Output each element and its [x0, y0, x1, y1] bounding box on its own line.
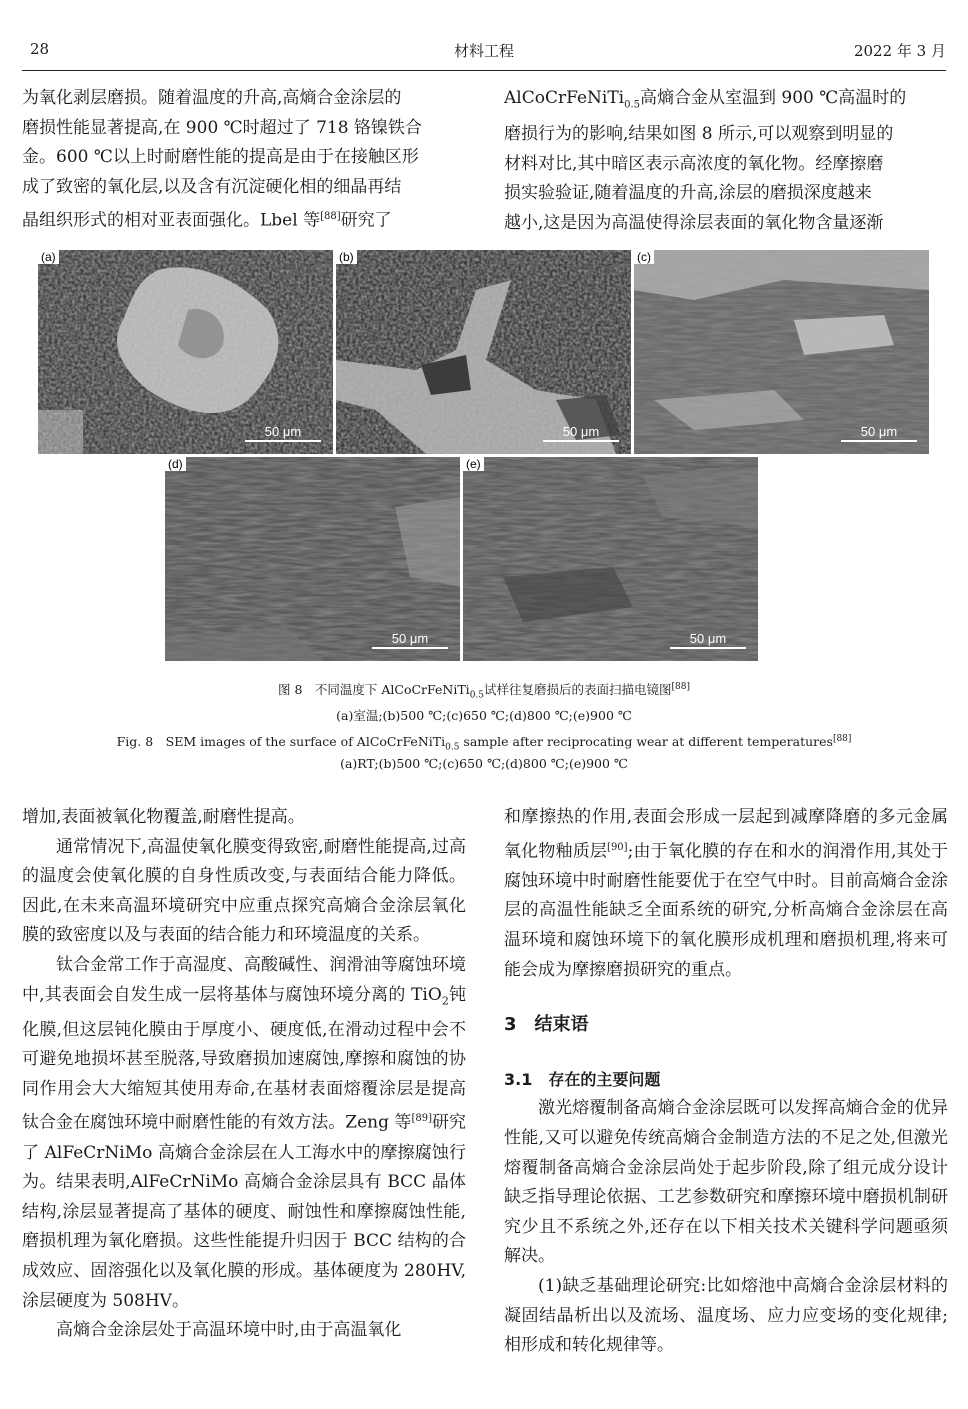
scale-bar-label: 50 μm: [391, 631, 429, 646]
scale-bar-line: [372, 647, 448, 649]
journal-name: 材料工程: [453, 42, 514, 60]
paragraph: 高熵合金涂层处于高温环境中时,由于高温氧化: [56, 1320, 402, 1341]
text-fragment: sample after reciprocating wear at different temperatures: [459, 734, 833, 749]
text-fragment: 和摩擦热的作用,表面会形成一层起到减摩降磨的多元金属氧化物釉质层: [504, 807, 948, 862]
scale-bar-label: 50 μm: [562, 424, 600, 439]
text-fragment: 钛合金常工作于高湿度、高酸碱性、润滑油等腐蚀环境中,其表面会自发生成一层将基体与腐蚀环境分离的 TiO: [22, 954, 466, 1005]
text-line: 材料对比,其中暗区表示高浓度的氧化物。经摩擦磨: [504, 153, 884, 174]
panel-label: (b): [336, 250, 357, 264]
top-left-column: [22, 84, 466, 237]
subscript: 0.5: [469, 690, 485, 701]
citation-ref: [90]: [607, 841, 628, 853]
sem-panel-b: [336, 250, 631, 454]
figure-subcaption-en: (a)RT;(b)500 ℃;(c)650 ℃;(d)800 ℃;(e)900 ℃: [340, 756, 628, 771]
subsection-heading: 3.1 存在的主要问题: [504, 1069, 661, 1089]
scale-bar: [245, 425, 321, 442]
body-left-column: [22, 803, 466, 1346]
subscript: 2: [441, 993, 449, 1007]
scale-bar-line: [245, 440, 321, 442]
text-fragment: 钝化膜,但这层钝化膜由于厚度小、硬度低,在滑动过程中会不可避免地损坏甚至脱落,导致磨损加速腐蚀,摩擦和腐蚀的协同作用会大大缩短其使用寿命,在基材表面熔覆涂层是提高钛合金在腐蚀环境中耐磨性能的有效方法。Zeng 等: [22, 984, 466, 1133]
body-right-column: [504, 803, 948, 1361]
figure-subcaption-cn: (a)室温;(b)500 ℃;(c)650 ℃;(d)800 ℃;(e)900 ℃: [336, 708, 632, 723]
text-fragment: 研究了 AlFeCrNiMo 高熵合金涂层在人工海水中的摩擦腐蚀行为。结果表明,AlFeCrNiMo 高熵合金涂层具有 BCC 晶体结构,涂层显著提高了基体的硬度、耐蚀性和摩擦腐蚀性能,磨损机理为氧化磨损。这些性能提升归因于 BCC 结构的合成效应、固溶强化以及氧化膜的形成。基体硬度为 280HV,涂层硬度为 508HV。: [22, 1112, 466, 1311]
text-line: 损实验验证,随着温度的升高,涂层的磨损深度越来: [504, 183, 872, 204]
text-fragment: AlCoCrFeNiTi: [504, 88, 625, 108]
paragraph: 增加,表面被氧化物覆盖,耐磨性提高。: [22, 807, 305, 827]
text-fragment: 研究了: [340, 211, 392, 232]
text-fragment: Fig. 8 SEM images of the surface of AlCoCrFeNiTi: [116, 734, 446, 749]
panel-label: (d): [165, 457, 186, 471]
scale-bar-line: [543, 440, 619, 442]
figure-caption-cn: [0, 680, 968, 701]
section-heading: 3 结束语: [504, 1014, 589, 1036]
figure-caption-en: [0, 732, 968, 753]
panel-label: (a): [38, 250, 59, 264]
text-line: [22, 202, 466, 236]
header-rule: [22, 70, 946, 71]
paragraph: 通常情况下,高温使氧化膜变得致密,耐磨性能提高,过高的温度会使氧化膜的自身性质改变,与表面结合能力降低。因此,在未来高温环境研究中应重点探究高熵合金涂层氧化膜的致密度以及与表面的结合能力和环境温度的关系。: [22, 836, 466, 946]
text-line: 成了致密的氧化层,以及含有沉淀硬化相的细晶再结: [22, 176, 402, 197]
scale-bar-label: 50 μm: [689, 631, 727, 646]
subscript: 0.5: [624, 99, 641, 111]
scale-bar-line: [841, 440, 917, 442]
scale-bar: [841, 425, 917, 442]
scale-bar: [372, 632, 448, 649]
subscript: 0.5: [445, 742, 460, 753]
paragraph: (1)缺乏基础理论研究:比如熔池中高熵合金涂层材料的凝固结晶析出以及流场、温度场、应力应变场的变化规律;相形成和转化规律等。: [504, 1275, 948, 1356]
citation-ref: [88]: [832, 733, 852, 744]
text-line: 越小,这是因为高温使得涂层表面的氧化物含量逐渐: [504, 212, 884, 233]
sem-panel-d: [165, 457, 460, 661]
citation-ref: [88]: [320, 211, 341, 223]
text-line: 金。600 ℃以上时耐磨性能的提高是由于在接触区形: [22, 147, 419, 168]
panel-label: (c): [634, 250, 654, 264]
scale-bar: [543, 425, 619, 442]
text-fragment: ;由于氧化膜的存在和水的润滑作用,其处于腐蚀环境中时耐磨性能要优于在空气中时。目前高熵合金涂层的高温性能缺乏全面系统的研究,分析高熵合金涂层在高温环境和腐蚀环境下的氧化膜形成机理和磨损机理,将来可能会成为摩擦磨损研究的重点。: [504, 841, 948, 980]
citation-ref: [88]: [671, 681, 691, 692]
paragraph: 激光熔覆制备高熵合金涂层既可以发挥高熵合金的优异性能,又可以避免传统高熵合金制造方法的不足之处,但激光熔覆制备高熵合金涂层尚处于起步阶段,除了组元成分设计缺乏指导理论依据、工艺参数研究和摩擦环境中磨损机制研究少且不系统之外,还存在以下相关技术关键科学问题亟须解决。: [504, 1098, 948, 1267]
scale-bar-label: 50 μm: [860, 424, 898, 439]
text-fragment: 晶组织形式的相对亚表面强化。Lbel 等: [22, 211, 321, 232]
panel-label: (e): [463, 457, 484, 471]
sem-panel-c: [634, 250, 929, 454]
page-header: [22, 40, 946, 68]
citation-ref: [89]: [411, 1113, 432, 1125]
sem-panel-a: [38, 250, 333, 454]
scale-bar-label: 50 μm: [264, 424, 302, 439]
top-right-column: [504, 84, 948, 238]
text-fragment: 图 8 不同温度下 AlCoCrFeNiTi: [277, 682, 470, 697]
page-number: 28: [30, 40, 50, 58]
text-fragment: 高熵合金从室温到 900 ℃高温时的: [640, 88, 907, 108]
scale-bar: [670, 632, 746, 649]
sem-panel-e: [463, 457, 758, 661]
text-fragment: 试样往复磨损后的表面扫描电镜图: [484, 682, 672, 697]
text-line: 为氧化剥层磨损。随着温度的升高,高熵合金涂层的: [22, 88, 402, 108]
scale-bar-line: [670, 647, 746, 649]
paragraph: [504, 803, 948, 985]
text-line: [504, 84, 948, 120]
text-line: 磨损性能显著提高,在 900 ℃时超过了 718 铬镍铁合: [22, 117, 422, 138]
issue-date: 2022 年 3 月: [853, 42, 946, 60]
paragraph: [22, 951, 466, 1316]
text-line: 磨损行为的影响,结果如图 8 所示,可以观察到明显的: [504, 123, 894, 144]
